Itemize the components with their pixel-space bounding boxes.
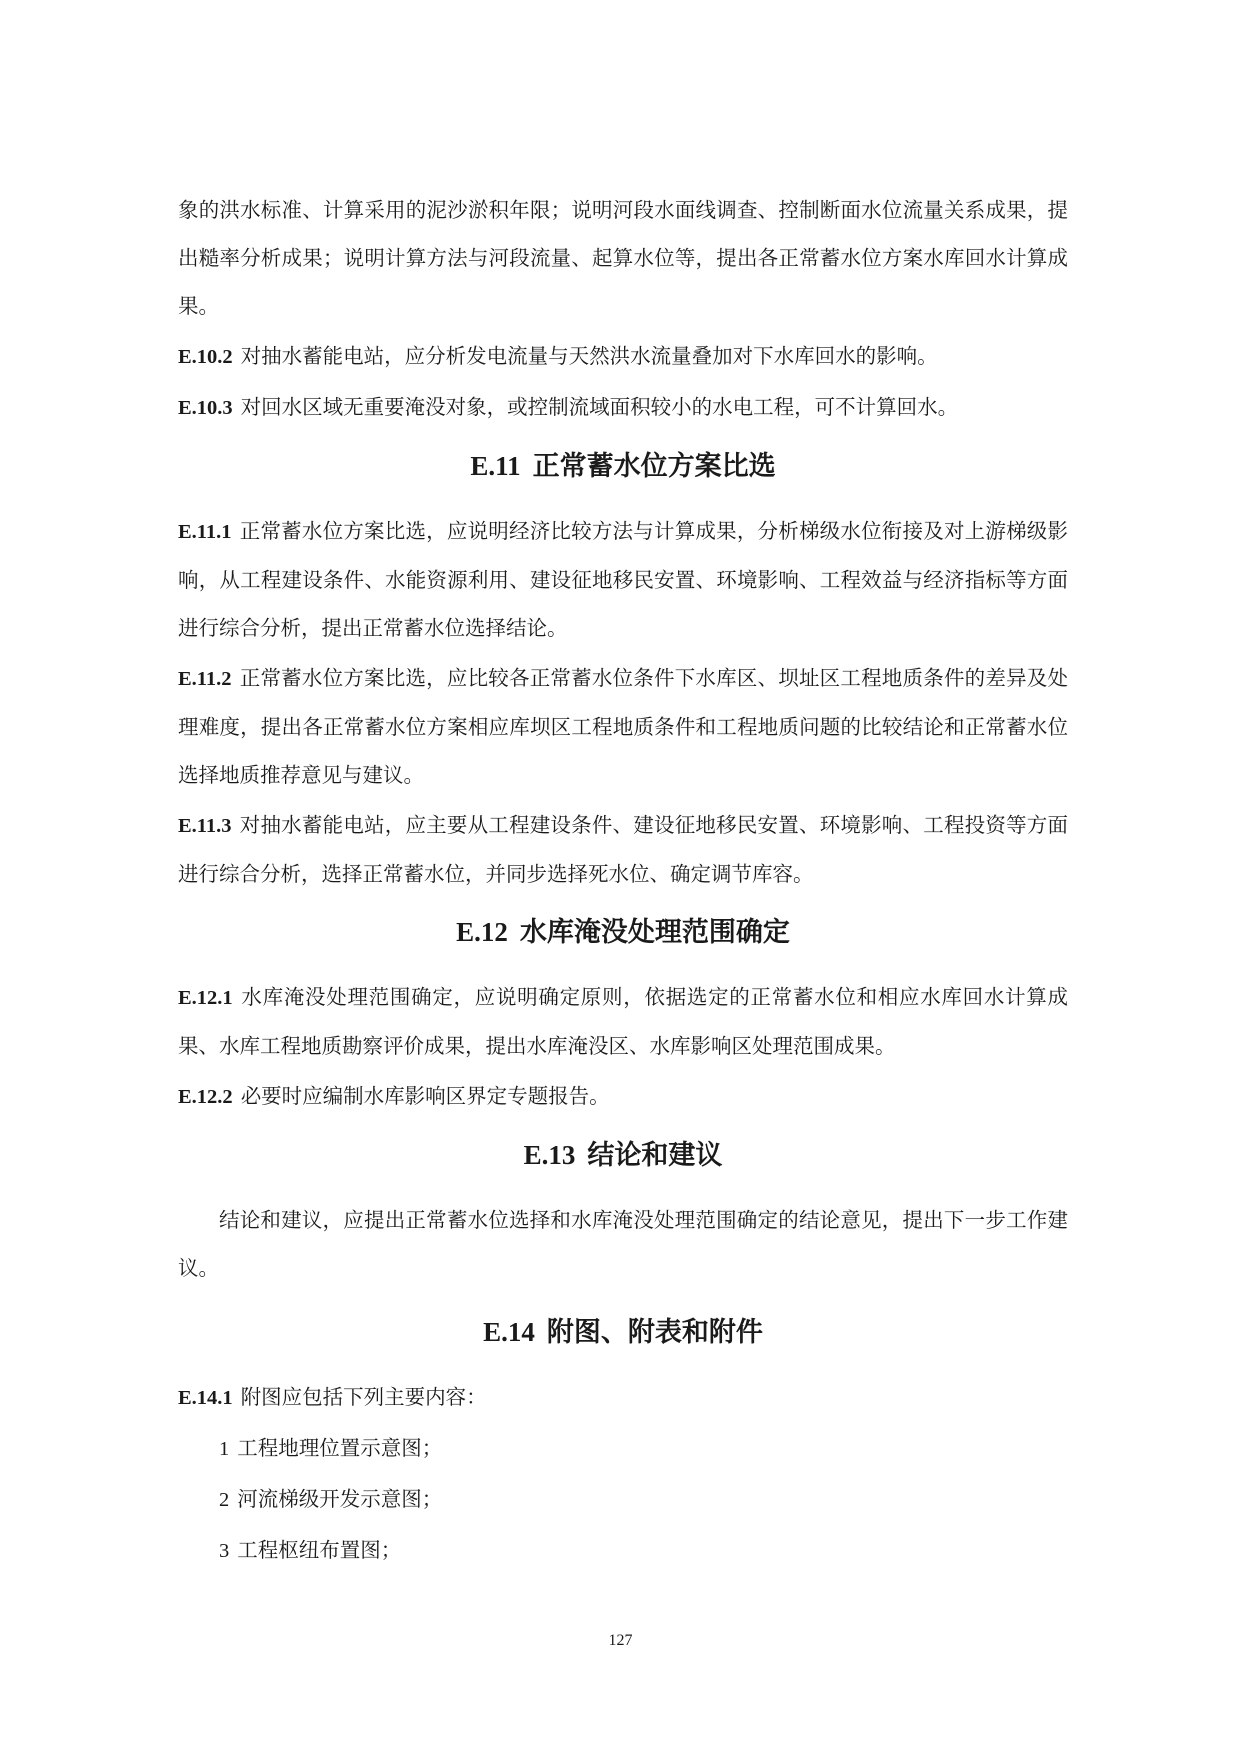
list-item bbox=[178, 1475, 1068, 1524]
clause-number: E.10.3 bbox=[178, 397, 233, 419]
section-number: E.11 bbox=[470, 451, 521, 481]
list-item-number: 1 bbox=[219, 1438, 230, 1460]
list-item-text: 河流梯级开发示意图； bbox=[237, 1487, 443, 1511]
clause-text: 水库淹没处理范围确定，应说明确定原则，依据选定的正常蓄水位和相应水库回水计算成果、水库工程地质勘察评价成果，提出水库淹没区、水库影响区处理范围成果。 bbox=[178, 985, 1068, 1058]
clause-number: E.10.2 bbox=[178, 346, 233, 368]
section-heading-e12 bbox=[178, 898, 1068, 973]
clause-number: E.14.1 bbox=[178, 1387, 233, 1409]
clause-text: 对抽水蓄能电站，应主要从工程建设条件、建设征地移民安置、环境影响、工程投资等方面进行综合分析，选择正常蓄水位，并同步选择死水位、确定调节库容。 bbox=[178, 813, 1068, 886]
body-paragraph-continued: 象的洪水标准、计算采用的泥沙淤积年限；说明河段水面线调查、控制断面水位流量关系成果，提出糙率分析成果；说明计算方法与河段流量、起算水位等，提出各正常蓄水位方案水库回水计算成果。 bbox=[178, 198, 1068, 318]
clause-e12-2 bbox=[178, 1072, 1068, 1121]
section-number: E.14 bbox=[483, 1317, 535, 1347]
list-item-number: 2 bbox=[219, 1489, 230, 1511]
page-content bbox=[178, 186, 1068, 1575]
clause-e12-1 bbox=[178, 973, 1068, 1070]
list-item bbox=[178, 1526, 1068, 1575]
clause-text: 对抽水蓄能电站，应分析发电流量与天然洪水流量叠加对下水库回水的影响。 bbox=[240, 344, 938, 368]
clause-text: 正常蓄水位方案比选，应说明经济比较方法与计算成果，分析梯级水位衔接及对上游梯级影响，从工程建设条件、水能资源利用、建设征地移民安置、环境影响、工程效益与经济指标等方面进行综合分析，提出正常蓄水位选择结论。 bbox=[178, 519, 1068, 640]
clause-e11-2 bbox=[178, 654, 1068, 799]
clause-number: E.12.1 bbox=[178, 987, 233, 1009]
clause-text: 必要时应编制水库影响区界定专题报告。 bbox=[240, 1084, 610, 1108]
list-item bbox=[178, 1424, 1068, 1473]
clause-number: E.11.3 bbox=[178, 815, 232, 837]
clause-e10-3 bbox=[178, 383, 1068, 432]
clause-number: E.11.2 bbox=[178, 668, 232, 690]
list-item-number: 3 bbox=[219, 1540, 230, 1562]
section-heading-e13 bbox=[178, 1121, 1068, 1196]
page-number: 127 bbox=[608, 1632, 633, 1649]
section-number: E.13 bbox=[523, 1140, 576, 1170]
section-title: 结论和建议 bbox=[587, 1140, 723, 1171]
clause-number: E.11.1 bbox=[178, 521, 232, 543]
clause-e11-1 bbox=[178, 507, 1068, 652]
section-title: 水库淹没处理范围确定 bbox=[519, 917, 790, 948]
list-item-text: 工程地理位置示意图； bbox=[237, 1436, 443, 1460]
list-item-text: 工程枢纽布置图； bbox=[237, 1538, 402, 1562]
clause-e14-1 bbox=[178, 1373, 1068, 1422]
clause-text: 正常蓄水位方案比选，应比较各正常蓄水位条件下水库区、坝址区工程地质条件的差异及处理难度，提出各正常蓄水位方案相应库坝区工程地质条件和工程地质问题的比较结论和正常蓄水位选择地质推荐意见与建议。 bbox=[178, 666, 1068, 787]
section-number: E.12 bbox=[456, 917, 508, 947]
clause-number: E.12.2 bbox=[178, 1086, 233, 1108]
section-heading-e11 bbox=[178, 432, 1068, 507]
section-heading-e14 bbox=[178, 1292, 1068, 1373]
section-e13-body: 结论和建议，应提出正常蓄水位选择和水库淹没处理范围确定的结论意见，提出下一步工作建议。 bbox=[178, 1208, 1068, 1280]
clause-text: 附图应包括下列主要内容： bbox=[240, 1385, 487, 1409]
clause-e11-3 bbox=[178, 801, 1068, 898]
section-title: 附图、附表和附件 bbox=[546, 1317, 763, 1348]
clause-text: 对回水区域无重要淹没对象，或控制流域面积较小的水电工程，可不计算回水。 bbox=[240, 395, 959, 419]
clause-e10-2 bbox=[178, 332, 1068, 381]
section-title: 正常蓄水位方案比选 bbox=[532, 451, 776, 482]
